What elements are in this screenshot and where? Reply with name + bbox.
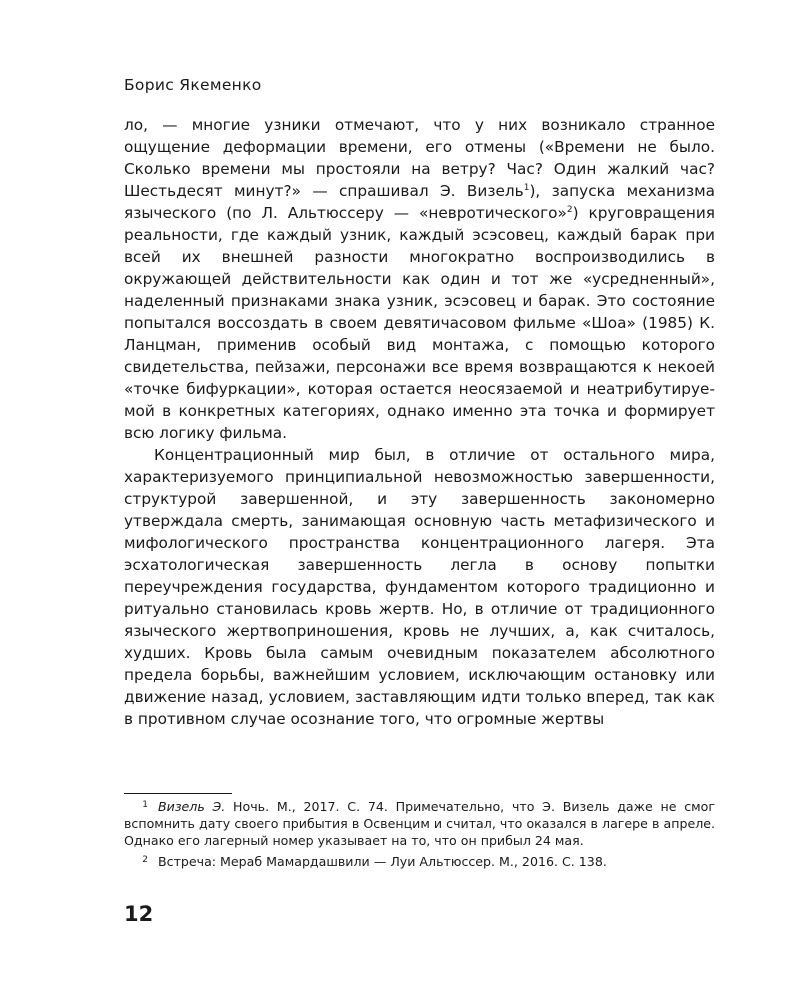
footnote-separator [124, 793, 232, 794]
paragraph-1-part-b: ), запуска механизма языческого (по Л. Альтюссеру — «невротического» [124, 182, 715, 222]
paragraph-2: Концентрационный мир был, в отличие от остального мира, характеризуемого принципиальной невозможностью завершенности, структурой завершенной, и эту завершенность закономерно утверждала смерть, занимающая основную часть метафизического и мифологического пространства концентрационного лагеря. Эта эсхатологическая завершенность легла в основу попытки переучреждения государства, фундаментом которого традиционно и ритуально становилась кровь жертв. Но, в отличие от традиционного языческого жертвоприношения, кровь не лучших, а, как считалось, худших. Кровь была самым очевидным показателем абсолютного предела борьбы, важнейшим условием, исключающим остановку или движение назад, условием, заставляющим идти только вперед, так как в противном случае осознание того, что огромные жертвы [124, 446, 715, 728]
main-text [124, 114, 715, 730]
footnote-ref-1[interactable]: 1 [523, 183, 530, 193]
footnotes [124, 798, 715, 870]
footnote-2-text: Встреча: Мераб Мамардашвили — Луи Альтюссер. М., 2016. С. 138. [158, 854, 607, 869]
running-head-author: Борис Якеменко [124, 76, 262, 94]
paragraph-1-part-c: ) круговращения реальности, где каждый узник, каждый эсэсовец, каждый барак при всей их внешней разности многократно воспроизводились в окружающей действительности как один и тот же «усредненный», наделенный признаками знака узник, эсэсовец и барак. Это состояние попытался воссоздать в своем девятичасовом фильме «Шоа» (1985) К. Ланцман, применив особый вид монтажа, с помощью которого свидетельства, пейзажи, персонажи все время возвращаются к некоей «точке бифуркации», которая остается неосязаемой и неатрибутируемой в конкретных категориях, однако именно эта точка и формирует всю логику фильма. [124, 204, 716, 442]
footnote-2: 2 Встреча: Мераб Мамардашвили — Луи Альтюссер. М., 2016. С. 138. [142, 854, 607, 869]
paragraph-1 [124, 114, 715, 444]
footnote-1-text: Ночь. М., 2017. С. 74. Примечательно, что Э. Визель даже не смог вспомнить дату своего прибытия в Освенцим и считал, что оказался в лагере в апреле. Однако его лагерный номер указывает на то, что он прибыл 24 мая. [124, 799, 715, 848]
footnote-1: 1 Визель Э. Ночь. М., 2017. С. 74. Примечательно, что Э. Визель даже не смог вспомнить дату своего прибытия в Освенцим и считал, что оказался в лагере в апреле. Однако его лагерный номер указывает на то, что он прибыл 24 мая. [124, 799, 715, 848]
footnote-ref-2[interactable]: 2 [566, 205, 573, 215]
paragraph-1-part-a: ло, — многие узники отмечают, что у них возникало странное ощущение деформации времени, его отмены («Времени не было. Сколько времени мы простояли на ветру? Час? Один жалкий час? Шестьдесят минут?» — спрашивал Э. Визель [124, 116, 715, 200]
page-number: 12 [124, 902, 154, 926]
footnote-1-author: Визель Э. [158, 799, 226, 814]
